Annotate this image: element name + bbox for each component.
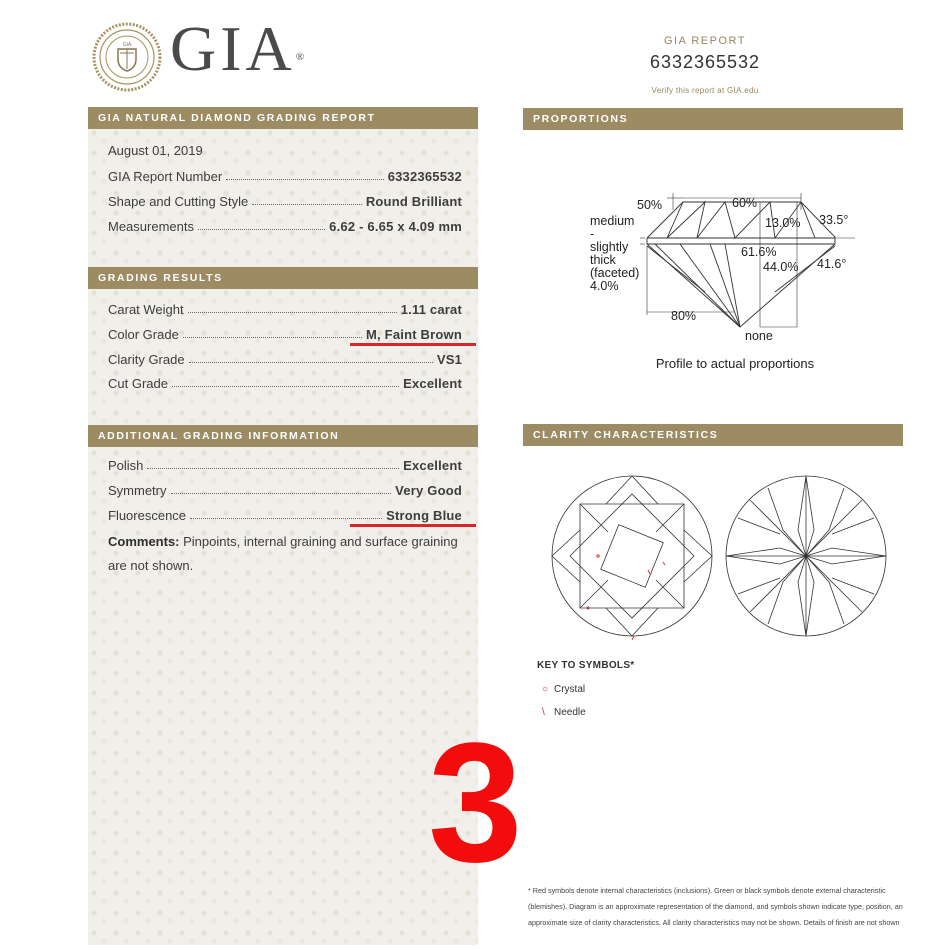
row-value: Excellent xyxy=(403,458,462,473)
pavilion-view-diagram xyxy=(726,476,886,636)
footnote-line: approximate size of clarity characteristics. All clarity characteristics may not be shown. Details of finish are not shown xyxy=(528,918,900,927)
report-date: August 01, 2019 xyxy=(108,143,203,158)
row-label: Color Grade xyxy=(108,327,179,342)
comments-label: Comments: xyxy=(108,534,180,549)
proportions-section-header: PROPORTIONS xyxy=(523,108,903,130)
row-label: Symmetry xyxy=(108,483,167,498)
symmetry-row xyxy=(108,478,462,498)
profile-caption: Profile to actual proportions xyxy=(655,356,815,371)
clarity-section-header: CLARITY CHARACTERISTICS xyxy=(523,424,903,446)
row-value: 1.11 carat xyxy=(400,302,462,317)
additional-section-header: ADDITIONAL GRADING INFORMATION xyxy=(88,425,478,447)
crown-height: 13.0% xyxy=(765,216,801,230)
row-value: 6.62 - 6.65 x 4.09 mm xyxy=(329,219,462,234)
row-value: 6332365532 xyxy=(387,169,462,184)
fluorescence-row xyxy=(108,503,462,523)
footnote-line: (blemishes). Diagram is an approximate representation of the diamond, and symbols shown indicate type, position, an xyxy=(528,902,903,911)
key-to-symbols-title: KEY TO SYMBOLS* xyxy=(537,660,635,671)
clarity-grade-row xyxy=(108,347,462,367)
crown-angle: 33.5° xyxy=(819,213,849,227)
row-value: Strong Blue xyxy=(386,508,462,523)
row-label: Clarity Grade xyxy=(108,352,185,367)
grading-section-header: GRADING RESULTS xyxy=(88,267,478,289)
clarity-plot-diagrams xyxy=(548,470,898,650)
key-item-label: Needle xyxy=(554,707,586,718)
pavilion-depth: 44.0% xyxy=(763,260,799,274)
row-label: Shape and Cutting Style xyxy=(108,194,249,209)
key-item-crystal xyxy=(542,684,585,695)
crystal-symbol-icon: ○ xyxy=(542,684,549,695)
row-label: GIA Report Number xyxy=(108,169,223,184)
crown-width: 60% xyxy=(732,196,758,210)
main-section-header: GIA NATURAL DIAMOND GRADING REPORT xyxy=(88,107,478,129)
total-depth: 61.6% xyxy=(741,245,777,259)
report-number-header: 6332365532 xyxy=(649,52,761,72)
proportions-diagram xyxy=(585,190,875,345)
registered-mark: ® xyxy=(295,51,305,63)
cut-grade-row xyxy=(108,371,462,391)
color-grade-row xyxy=(108,322,462,342)
table-pct: 50% xyxy=(637,198,663,212)
row-label: Carat Weight xyxy=(108,302,184,317)
girdle-pct: 4.0% xyxy=(590,279,619,293)
girdle-word-4: thick xyxy=(590,253,616,267)
key-item-needle xyxy=(542,707,586,718)
row-value: Very Good xyxy=(395,483,462,498)
gia-seal-logo xyxy=(92,22,162,92)
svg-text:GIA: GIA xyxy=(122,42,132,48)
comments-text: Pinpoints, internal graining and surface graining are not shown. xyxy=(108,534,458,573)
row-value: Excellent xyxy=(403,376,462,391)
carat-row xyxy=(108,297,462,317)
row-label: Fluorescence xyxy=(108,508,187,523)
key-item-label: Crystal xyxy=(554,684,586,695)
row-value: Round Brilliant xyxy=(365,194,462,209)
report-number-row xyxy=(108,164,462,184)
shape-row xyxy=(108,189,462,209)
needle-symbol-icon: \ xyxy=(542,707,545,718)
comments xyxy=(108,530,468,578)
girdle-word-2: - xyxy=(590,227,595,241)
fluorescence-underline xyxy=(350,524,476,527)
culet: none xyxy=(745,329,773,343)
polish-row xyxy=(108,453,462,473)
row-label: Measurements xyxy=(108,219,194,234)
girdle-word-3: slightly xyxy=(590,240,629,254)
overlay-number: 3 xyxy=(428,708,523,898)
row-label: Cut Grade xyxy=(108,376,168,391)
row-value: M, Faint Brown xyxy=(366,327,462,342)
gia-wordmark xyxy=(170,14,304,84)
crown-view-diagram xyxy=(552,476,712,636)
footnote-line: * Red symbols denote internal characteristics (inclusions). Green or black symbols denote external characteristic xyxy=(528,886,886,895)
color-grade-underline xyxy=(350,343,476,346)
row-label: Polish xyxy=(108,458,144,473)
report-label: GIA REPORT xyxy=(663,35,747,47)
girdle-word-5: (faceted) xyxy=(590,266,640,280)
gia-wordmark-text: GIA xyxy=(170,13,296,84)
verify-link[interactable]: Verify this report at GIA.edu xyxy=(651,86,759,95)
measurements-row xyxy=(108,214,462,234)
girdle-word-1: medium xyxy=(590,214,635,228)
row-value: VS1 xyxy=(436,352,462,367)
footnote xyxy=(528,883,906,931)
pavilion-angle: 41.6° xyxy=(817,257,847,271)
lower-half: 80% xyxy=(671,309,697,323)
